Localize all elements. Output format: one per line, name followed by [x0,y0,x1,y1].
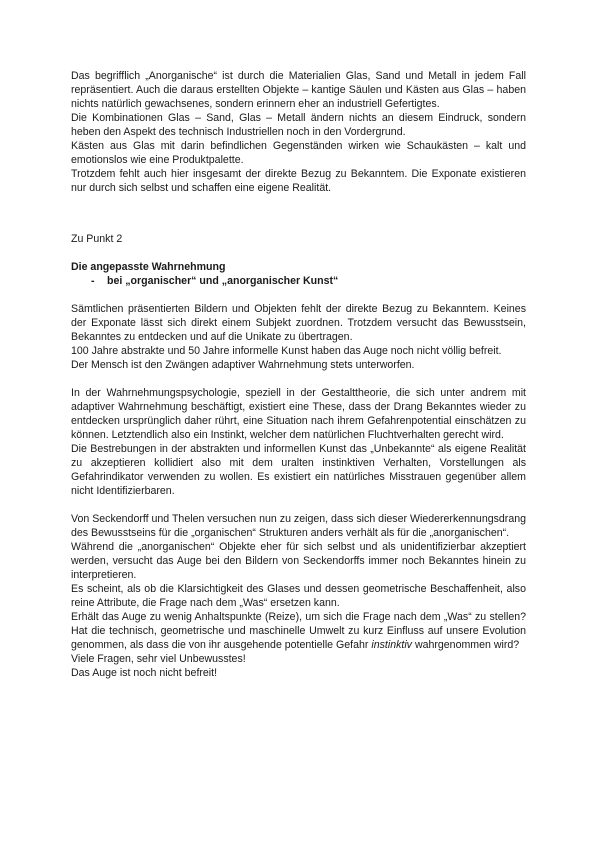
paragraph: In der Wahrnehmungspsychologie, speziell in der Gestalttheorie, die sich unter andrem mit adaptiver Wahrnehmung beschäftigt, existiert eine These, dass der Drang Bekanntes wieder zu entdecken ursprünglich daher rührt, eine Situation nach ihrem Gefahrenpotential einschätzen zu können. Letztendlich also ein Instinkt, welcher dem natürlichen Fluchtverhalten gerecht wird. [71,387,526,441]
paragraph: Der Mensch ist den Zwängen adaptiver Wahrnehmung stets unterworfen. [71,359,415,371]
paragraph: Es scheint, als ob die Klarsichtigkeit des Glases und dessen geometrische Beschaffenheit, also reine Attribute, die Frage nach dem „Was“ ersetzen kann. [71,583,526,609]
paragraph: Die Kombinationen Glas – Sand, Glas – Metall ändern nichts an diesem Eindruck, sondern heben den Aspekt des technisch Industriellen noch in den Vordergrund. [71,112,526,138]
italic-text: instinktiv [371,639,412,651]
paragraph: Die Bestrebungen in der abstrakten und informellen Kunst das „Unbekannte“ als eigene Realität zu akzeptieren kollidiert also mit dem uralten instinktiven Verhalten, Vorstellungen als Gefahrindikator verwenden zu wollen. Es existiert ein natürliches Misstrauen gegenüber allem nicht Identifizierbaren. [71,443,526,497]
paragraph: Das begrifflich „Anorganische“ ist durch die Materialien Glas, Sand und Metall in jedem Fall repräsentiert. Auch die daraus erstellten Objekte – kantige Säulen und Kästen aus Glas – haben nichts natürlich gewachsenes, sondern erinnern eher an industriell Gefertigtes. [71,70,526,110]
document-page [71,69,526,680]
paragraph: Das Auge ist noch nicht befreit! [71,667,218,679]
section-anorganisch [71,69,526,195]
paragraph: Viele Fragen, sehr viel Unbewusstes! [71,653,246,665]
paragraph-group-c [71,512,526,680]
text-run: wahrgenommen wird? [414,639,520,651]
section-heading-text: Zu Punkt 2 [71,233,123,245]
paragraph-group-b [71,386,526,498]
paragraph: Von Seckendorff und Thelen versuchen nun zu zeigen, dass sich dieser Wiedererkennungsdrang des Bewusstseins für die „organischen“ Strukturen anders verhält als für die „anorganischen“. [71,513,526,539]
section-title: Die angepasste Wahrnehmung [71,261,226,273]
paragraph [71,610,526,652]
paragraph: Sämtlichen präsentierten Bildern und Objekten fehlt der direkte Bezug zu Bekanntem. Keines der Exponate lässt sich direkt einem Subjekt zuordnen. Trotzdem versucht das Bewusstsein, Bekanntes zu entdecken und auf die Unikate zu übertragen. [71,303,526,343]
section-subtitle [71,274,526,288]
section-title-block [71,260,526,288]
paragraph: 100 Jahre abstrakte und 50 Jahre informelle Kunst haben das Auge noch nicht völlig befreit. [71,345,502,357]
paragraph-group-a [71,302,526,372]
section-heading [71,232,526,246]
text-run: Erhält das Auge zu wenig Anhaltspunkte (Reize), um sich die Frage nach dem „Was“ zu stellen? Hat die technisch, geometrische und maschinelle Umwelt zu kurz Einfluss auf unsere Evolution genommen, als dass die von ihr ausgehende potentielle Gefahr [71,611,526,651]
bullet-dash: - [91,275,95,287]
section-subtitle-text: bei „organischer“ und „anorganischer Kunst“ [107,275,339,287]
paragraph: Während die „anorganischen“ Objekte eher für sich selbst und als unidentifizierbar akzeptiert werden, versucht das Auge bei den Bildern von Seckendorffs immer noch Bekanntes hinein zu interpretieren. [71,541,526,581]
paragraph: Trotzdem fehlt auch hier insgesamt der direkte Bezug zu Bekanntem. Die Exponate existieren nur durch sich selbst und schaffen eine eigene Realität. [71,168,526,194]
paragraph: Kästen aus Glas mit darin befindlichen Gegenständen wirken wie Schaukästen – kalt und emotionslos wie eine Produktpalette. [71,140,526,166]
